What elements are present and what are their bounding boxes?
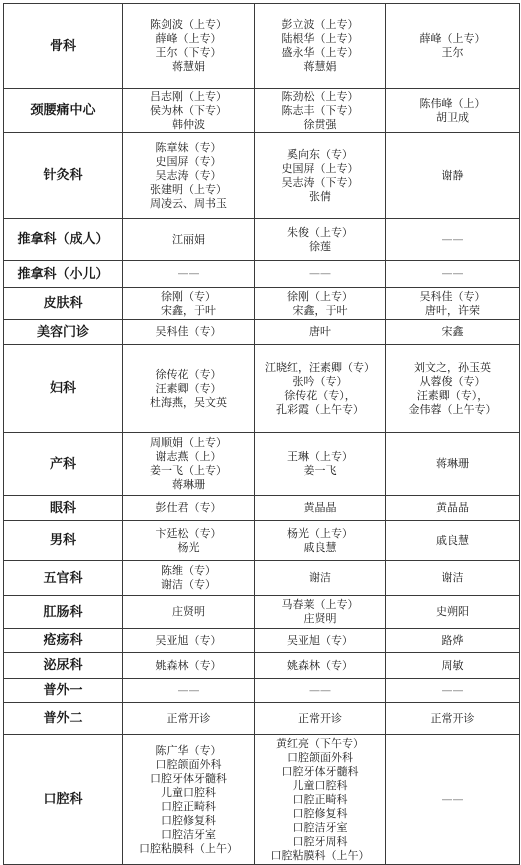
department-name: 普外二	[4, 703, 123, 735]
doctor-entry: 吴科佳（专）	[155, 325, 222, 338]
department-name: 美容门诊	[4, 320, 123, 345]
doctor-entry: 孔彩霞（上午专）	[276, 402, 364, 416]
schedule-cell	[386, 561, 520, 596]
schedule-cell	[255, 133, 386, 219]
schedule-cell	[386, 345, 520, 433]
schedule-cell	[255, 89, 386, 133]
doctor-entry: 戚良慧	[436, 533, 469, 547]
doctor-entry: 谢洁	[309, 571, 331, 584]
department-name: 推拿科（小儿）	[4, 261, 123, 288]
doctor-entry: 姚森林（专）	[155, 658, 222, 672]
doctor-entry: 口腔牙周科	[292, 834, 348, 848]
doctor-entry: 徐莲	[309, 239, 331, 253]
table-row	[4, 496, 520, 521]
schedule-cell	[123, 496, 255, 521]
schedule-cell	[123, 596, 255, 629]
doctor-entry: 徐传花（专），	[284, 388, 356, 402]
doctor-entry: 陈章妹（专）	[155, 140, 222, 154]
doctor-entry: 姜一飞（上专）	[150, 464, 227, 477]
doctor-entry: 吴科佳（专）	[419, 289, 486, 303]
schedule-cell	[386, 521, 520, 561]
department-name: 泌尿科	[4, 653, 123, 679]
schedule-cell	[386, 219, 520, 261]
doctor-entry: 张倩	[309, 189, 331, 203]
doctor-entry: 陈维（专）	[161, 564, 216, 577]
doctor-entry: 张吟（专）	[292, 374, 348, 388]
doctor-entry: 侯为林（下专）	[150, 103, 227, 117]
schedule-cell	[123, 653, 255, 679]
table-row	[4, 521, 520, 561]
doctor-entry: 宋鑫	[441, 325, 464, 338]
doctor-entry: ——	[177, 267, 200, 280]
doctor-entry: 蒋慧娟	[172, 60, 205, 73]
doctor-entry: 卞廷松（专）	[155, 526, 222, 540]
doctor-entry: 正常开诊	[166, 711, 211, 725]
doctor-entry: 韩仲波	[172, 117, 205, 131]
doctor-entry: 正常开诊	[298, 711, 342, 725]
doctor-entry: 杨光（上专）	[287, 526, 353, 540]
doctor-entry: 陈伟峰（上）	[419, 96, 486, 110]
doctor-entry: ——	[309, 267, 331, 280]
doctor-entry: 路烨	[441, 633, 464, 647]
schedule-cell	[255, 320, 386, 345]
schedule-cell	[123, 133, 255, 219]
doctor-entry: 黄红亮（下午专）	[276, 736, 364, 750]
doctor-entry: 周敏	[441, 658, 464, 672]
doctor-entry: 唐叶	[309, 325, 331, 338]
department-name: 肛肠科	[4, 596, 123, 629]
doctor-entry: 正常开诊	[430, 711, 475, 725]
doctor-entry: 儿童口腔科	[292, 778, 348, 792]
clinic-schedule-table	[3, 3, 520, 865]
doctor-entry: 谢志燕（上）	[155, 450, 222, 463]
schedule-cell	[255, 496, 386, 521]
schedule-cell	[123, 703, 255, 735]
doctor-entry: 吕志刚（上专）	[150, 89, 227, 103]
table-row	[4, 629, 520, 653]
doctor-entry: 陆根华（上专）	[281, 32, 359, 45]
doctor-entry: 庄贤明	[303, 612, 337, 625]
doctor-entry: 吴志涛（下专）	[281, 175, 359, 189]
doctor-entry: 杨光	[177, 540, 200, 554]
table-row	[4, 288, 520, 320]
doctor-entry: 谢洁（专）	[161, 578, 216, 591]
table-row	[4, 133, 520, 219]
doctor-entry: 史国屏（上专）	[281, 161, 359, 175]
doctor-entry: 徐贯强	[303, 117, 337, 131]
doctor-entry: 戚良慧	[303, 540, 337, 554]
doctor-entry: 蒋慧娟	[303, 60, 337, 73]
table-row	[4, 561, 520, 596]
schedule-cell	[255, 288, 386, 320]
table-row	[4, 4, 520, 89]
doctor-entry: 胡卫成	[436, 110, 469, 124]
doctor-entry: 盛永华（上专）	[281, 46, 359, 59]
doctor-entry: 刘文之，孙玉英	[414, 360, 491, 374]
department-name: 针灸科	[4, 133, 123, 219]
doctor-entry: 张建明（上专）	[150, 182, 227, 196]
doctor-entry: 唐叶，许荣	[425, 303, 480, 317]
doctor-entry: 史国屏（专）	[155, 154, 222, 168]
doctor-entry: 儿童口腔科	[161, 785, 216, 799]
doctor-entry: 谢洁	[441, 571, 464, 584]
schedule-cell	[386, 629, 520, 653]
department-name: 疮疡科	[4, 629, 123, 653]
schedule-cell	[123, 629, 255, 653]
doctor-entry: 姚森林（专）	[287, 658, 353, 672]
schedule-cell	[386, 89, 520, 133]
schedule-cell	[123, 4, 255, 89]
doctor-entry: 口腔粘膜科（上午）	[270, 848, 370, 862]
doctor-entry: 马春莱（上专）	[281, 598, 359, 611]
schedule-cell	[255, 735, 386, 865]
department-name: 皮肤科	[4, 288, 123, 320]
schedule-cell	[255, 561, 386, 596]
doctor-entry: ——	[441, 792, 464, 806]
table-row	[4, 219, 520, 261]
table-row	[4, 433, 520, 496]
doctor-entry: 周顺娟（上专）	[150, 436, 227, 449]
schedule-cell	[386, 735, 520, 865]
doctor-entry: 陈劲松（上专）	[281, 89, 359, 103]
doctor-entry: 从蓉俊（专）	[419, 374, 486, 388]
doctor-entry: ——	[441, 232, 464, 246]
schedule-cell	[123, 261, 255, 288]
doctor-entry: 黄晶晶	[436, 501, 469, 514]
schedule-cell	[123, 345, 255, 433]
schedule-cell	[123, 679, 255, 703]
schedule-cell	[123, 219, 255, 261]
doctor-entry: 彭仕君（专）	[155, 501, 222, 514]
doctor-entry: 黄晶晶	[303, 501, 337, 514]
doctor-entry: 口腔牙体牙髓科	[281, 764, 359, 778]
schedule-cell	[123, 288, 255, 320]
table-row	[4, 679, 520, 703]
doctor-entry: 江丽娟	[172, 232, 205, 246]
schedule-cell	[255, 4, 386, 89]
schedule-cell	[255, 629, 386, 653]
schedule-cell	[386, 261, 520, 288]
doctor-entry: 宋鑫，于叶	[161, 303, 216, 317]
doctor-entry: 口腔修复科	[161, 813, 216, 827]
doctor-entry: 徐传花（专）	[155, 367, 222, 381]
doctor-entry: 王琳（上专）	[287, 450, 353, 463]
schedule-cell	[386, 4, 520, 89]
table-row	[4, 89, 520, 133]
doctor-entry: 口腔粘膜科（上午）	[139, 841, 238, 855]
doctor-entry: 吴亚旭（专）	[155, 633, 222, 647]
department-name: 口腔科	[4, 735, 123, 865]
department-name: 男科	[4, 521, 123, 561]
schedule-cell	[255, 433, 386, 496]
table-row	[4, 735, 520, 865]
doctor-entry: 周凌云、周书玉	[150, 196, 227, 210]
table-row	[4, 261, 520, 288]
schedule-cell	[386, 596, 520, 629]
doctor-entry: ——	[441, 683, 464, 697]
schedule-cell	[255, 703, 386, 735]
schedule-cell	[255, 653, 386, 679]
table-row	[4, 596, 520, 629]
doctor-entry: 金伟蓉（上午专）	[408, 402, 497, 416]
table-row	[4, 345, 520, 433]
doctor-entry: 宋鑫，于叶	[292, 303, 348, 317]
doctor-entry: 朱俊（上专）	[287, 225, 353, 239]
schedule-cell	[255, 596, 386, 629]
schedule-cell	[255, 345, 386, 433]
doctor-entry: 蒋琳珊	[172, 478, 205, 491]
doctor-entry: 彭立波（上专）	[281, 18, 359, 31]
doctor-entry: 徐刚（上专）	[287, 289, 353, 303]
schedule-cell	[255, 219, 386, 261]
schedule-cell	[386, 496, 520, 521]
doctor-entry: 奚向东（专）	[287, 147, 353, 161]
schedule-cell	[386, 653, 520, 679]
department-name: 产科	[4, 433, 123, 496]
doctor-entry: 吴亚旭（专）	[287, 633, 353, 647]
schedule-cell	[255, 679, 386, 703]
doctor-entry: 口腔洁牙室	[161, 827, 216, 841]
doctor-entry: 杜海燕，吴文英	[150, 395, 227, 409]
department-name: 骨科	[4, 4, 123, 89]
doctor-entry: 口腔颌面外科	[287, 750, 353, 764]
doctor-entry: 徐刚（专）	[161, 289, 216, 303]
table-row	[4, 703, 520, 735]
schedule-cell	[123, 521, 255, 561]
doctor-entry: 王尔	[441, 46, 464, 59]
schedule-cell	[123, 561, 255, 596]
doctor-entry: 史朔阳	[436, 605, 469, 618]
doctor-entry: ——	[441, 267, 464, 280]
schedule-cell	[386, 133, 520, 219]
doctor-entry: 汪素卿（专）	[155, 381, 222, 395]
table-row	[4, 320, 520, 345]
doctor-entry: 蒋琳珊	[436, 457, 469, 470]
doctor-entry: ——	[309, 683, 331, 697]
schedule-cell	[123, 320, 255, 345]
doctor-entry: 吴志涛（专）	[155, 168, 222, 182]
schedule-table-body	[4, 4, 520, 865]
doctor-entry: 陈广华（专）	[155, 743, 222, 757]
doctor-entry: 江晓红，汪素卿（专）	[265, 360, 375, 374]
doctor-entry: 陈志丰（下专）	[281, 103, 359, 117]
schedule-cell	[386, 288, 520, 320]
doctor-entry: ——	[177, 683, 200, 697]
doctor-entry: 谢静	[441, 168, 464, 182]
department-name: 妇科	[4, 345, 123, 433]
schedule-cell	[386, 320, 520, 345]
schedule-cell	[123, 735, 255, 865]
department-name: 五官科	[4, 561, 123, 596]
doctor-entry: 口腔修复科	[292, 806, 348, 820]
schedule-cell	[255, 521, 386, 561]
doctor-entry: 王尔（下专）	[155, 46, 222, 59]
schedule-cell	[386, 703, 520, 735]
doctor-entry: 汪素卿（专），	[416, 388, 489, 402]
doctor-entry: 口腔牙体牙髓科	[150, 771, 227, 785]
schedule-cell	[386, 679, 520, 703]
schedule-cell	[255, 261, 386, 288]
doctor-entry: 姜一飞	[303, 464, 337, 477]
department-name: 普外一	[4, 679, 123, 703]
doctor-entry: 庄贤明	[172, 605, 205, 618]
doctor-entry: 口腔正畸科	[161, 799, 216, 813]
schedule-cell	[386, 433, 520, 496]
department-name: 推拿科（成人）	[4, 219, 123, 261]
doctor-entry: 口腔正畸科	[292, 792, 348, 806]
schedule-cell	[123, 89, 255, 133]
doctor-entry: 薛峰（上专）	[419, 32, 486, 45]
table-row	[4, 653, 520, 679]
doctor-entry: 薛峰（上专）	[155, 32, 222, 45]
doctor-entry: 口腔洁牙室	[292, 820, 348, 834]
doctor-entry: 陈剑波（上专）	[150, 18, 227, 31]
department-name: 颈腰痛中心	[4, 89, 123, 133]
doctor-entry: 口腔颌面外科	[155, 757, 222, 771]
schedule-cell	[123, 433, 255, 496]
department-name: 眼科	[4, 496, 123, 521]
